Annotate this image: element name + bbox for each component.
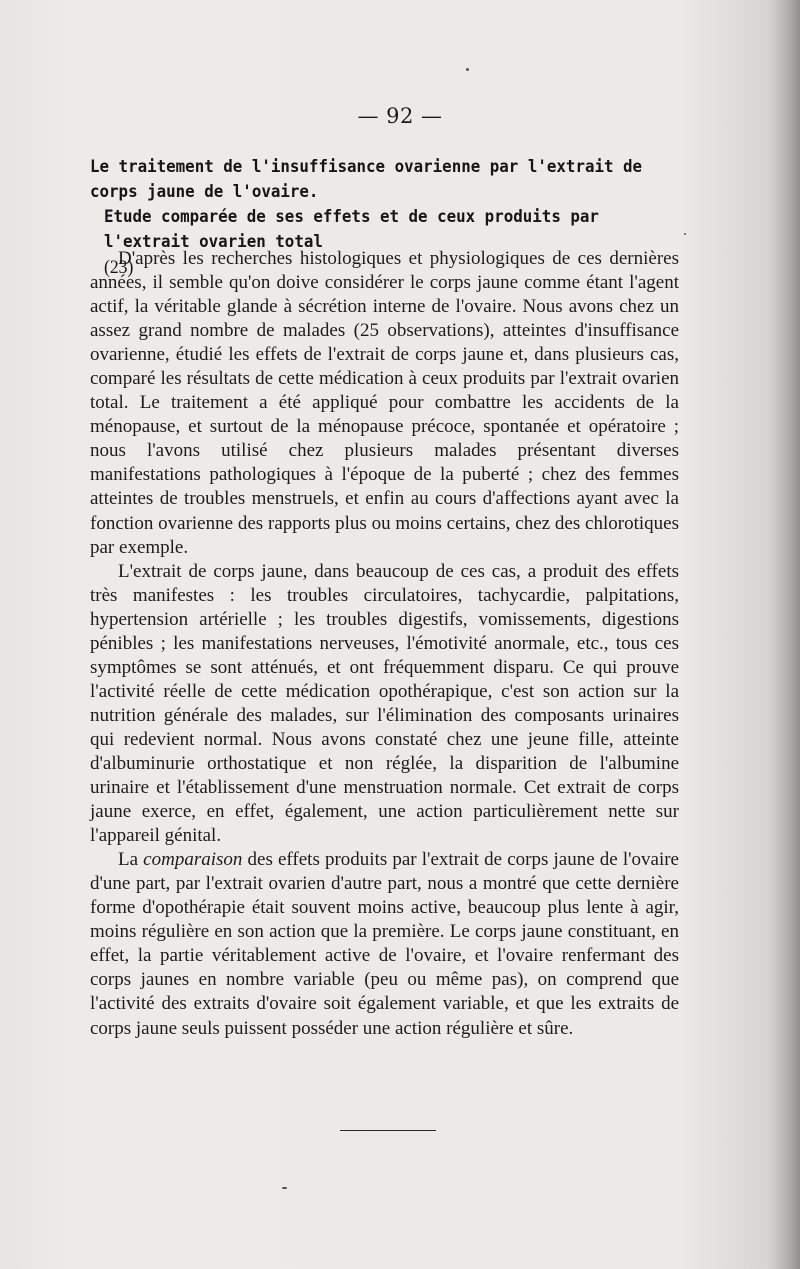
heading-line-2: Etude comparée de ses effets et de ceux produits par l'extrait ovarien total: [103, 207, 599, 252]
paragraph-3-start: La: [118, 849, 144, 871]
paper-speck: [282, 1187, 287, 1189]
paragraph-3-rest: des effets produits par l'extrait de corps jaune de l'ovaire d'une part, par l'extrait ovarien d'autre part, nous a montré que cette dernière forme d'opothérapie était souvent moins active, beaucoup plus lente à agir, moins régulière en son action que la première. Le corps jaune constituant, en effet, la partie véritablement active de l'ovaire, et l'ovaire renfermant des corps jaunes en nombre variable (peu ou même pas), on comprend que l'activité des extraits d'ovaire soit également variable, et que les extraits de corps jaune seuls puissent posséder une action régulière et sûre.: [90, 849, 679, 1039]
paragraph-3-italic-word: comparaison: [143, 849, 243, 871]
paragraph-2: L'extrait de corps jaune, dans beaucoup de ces cas, a produit des effets très manifestes : les troubles circulatoires, tachycardie, palpitations, hypertension artérielle ; les troubles digestifs, vomissements, digestions pénibles ; les manifestations nerveuses, l'émotivité anormale, etc., tous ces symptômes se sont atténués, et ont fréquemment disparu. Ce qui prouve l'activité réelle de cette médication opothérapique, c'est son action sur la nutrition générale des malades, sur l'élimination des composants urinaires qui redevient normal. Nous avons constaté chez une jeune fille, atteinte d'albuminurie orthostatique et non réglée, la disparition de l'albumine urinaire et l'établissement d'une menstruation normale. Cet extrait de corps jaune exerce, en effet, également, une action particulièrement nette sur l'appareil génital.: [90, 560, 679, 847]
paper-speck: [466, 68, 469, 71]
heading-line-1: Le traitement de l'insuffisance ovarienne par l'extrait de corps jaune de l'ovaire.: [90, 157, 643, 202]
heading-reference-number: (23): [103, 257, 134, 278]
paragraph-3: [90, 848, 679, 1040]
page-gutter-shadow: [770, 0, 800, 1269]
page-number: — 92 —: [357, 104, 443, 128]
paragraph-1: D'après les recherches histologiques et physiologiques de ces dernières années, il semble qu'on doive considérer le corps jaune comme étant l'agent actif, la véritable glande à sécrétion interne de l'ovaire. Nous avons chez un assez grand nombre de malades (25 observations), atteintes d'insuffisance ovarienne, étudié les effets de l'extrait de corps jaune et, dans plusieurs cas, comparé les résultats de cette médication à ceux produits par l'extrait ovarien total. Le traitement a été appliqué pour combattre les accidents de la ménopause, et surtout de la ménopause précoce, spontanée et opératoire ; nous l'avons utilisé chez plusieurs malades présentant diverses manifestations pathologiques à l'époque de la puberté ; chez des femmes atteintes de troubles menstruels, et enfin au cours d'affections ayant avec la fonction ovarienne des rapports plus ou moins certains, chez des chlorotiques par exemple.: [90, 248, 679, 558]
paper-speck: [684, 233, 686, 235]
body-text: [90, 247, 679, 1041]
section-end-rule: [340, 1130, 436, 1131]
